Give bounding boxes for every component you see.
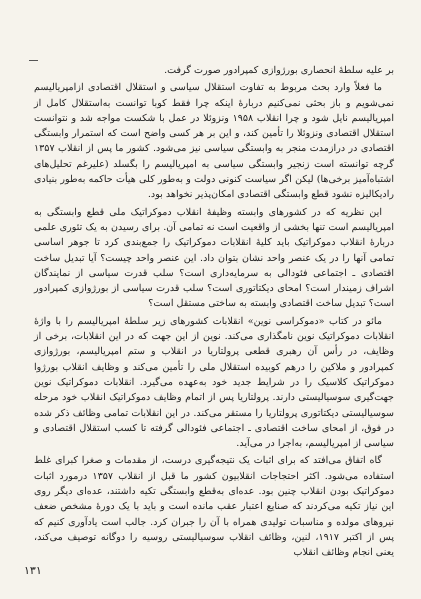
paragraph-5: گاه اتفاق می‌افتد که برای اثبات یک نتیجه‌گیری درست، از مقدمات و صغرا کبرای غلط استفاده می‌شود. اکثر احتجاجات انقلابیون کشور ما قبل از انقلاب ۱۳۵۷ درمورد اثبات دموکراتیک بودن انقلاب چنین بود. عده‌ای به‌قطع وابستگی تکیه داشتند، عده‌ای دیگر روی این نیاز تکیه می‌کردند که صنایع اعتبار عقب مانده است و باید با یک دورهٔ مشخص ضعف نیروهای مولده و مناسبات تولیدی همراه با آن را جبران کرد. جالب است یادآوری کنیم که پس از اکتبر ۱۹۱۷، لنین، وظائف انقلاب سوسیالیستی روسیه را دوگانه توصیف می‌کند، یعنی انجام وظائف انقلاب bbox=[34, 455, 394, 559]
page-number: ۱۳۱ bbox=[24, 564, 42, 577]
paragraph-4: مائو در کتاب «دموکراسی نوین» انقلابات کشورهای زیر سلطهٔ امپریالیسم را با واژهٔ انقلابات دموکراتیک نوین نامگذاری می‌کند. نوین از این جهت که در این انقلابات، برخی از وظایف، در رأس آن رهبری قطعی پرولتاریا در انقلاب و ستم امپریالیسم، بورژوازی کمپرادور و ملاکین را درهم کوبیده استقلال ملی را تأمین می‌کند و وظایف انقلاب بورژوا دموکراتیک کلاسیک را در شرایط جدید خود به‌عهده می‌گیرد. انقلابات دموکراتیک نوین جهت‌گیری سوسیالیستی دارند. پرولتاریا پس از اتمام وظایف دموکراتیک انقلاب خود مرحله سوسیالیستی دیکتاتوری پرولتاریا را مستقر می‌کند. در این انقلابات تمامی وظائف ذکر شده در فوق، از امحای ساخت اقتصادی ـ اجتماعی فئودالی گرفته تا کسب استقلال اقتصادی و سیاسی از امپریالیسم، به‌اجرا در می‌آید. bbox=[34, 315, 394, 450]
paragraph-1: بر علیه سلطهٔ انحصاری بورژوازی کمپرادور صورت گرفت. bbox=[164, 65, 394, 76]
margin-mark bbox=[29, 60, 38, 61]
paragraph-2: ما فعلاً وارد بحث مربوط به تفاوت استقلال سیاسی و استقلال اقتصادی ازامپریالیسم نمی‌شویم و باز بحثی نمی‌کنیم دربارهٔ اینکه چرا فقط کوبا توانست به‌استقلال کامل از امپریالیسم نایل شود و چرا انقلاب ۱۹۵۸ ونزوئلا در عمل با شکست مواجه شد و نتوانست استقلال اقتصادی ونزوئلا را تأمین کند، و این بر هر کسی واضح است که استمرار وابستگی اقتصادی در درازمدت منجر به وابستگی سیاسی نیز می‌شود. کشور ما پس از انقلاب ۱۳۵۷ گرچه توانسته است زنجیر وابستگی سیاسی به امپریالیسم را بگسلد (علیرغم تحلیل‌های اشتباه‌آمیز برخی‌ها) لیکن اگر سیاست کنونی دولت و به‌طور کلی هیأت حاکمه به‌طور بنیادی رادیکالیزه نشود قطع وابستگی اقتصادی امکان‌پذیر نخواهد بود. bbox=[34, 82, 394, 201]
body-text bbox=[34, 63, 394, 561]
paragraph-3: این نظریه که در کشورهای وابسته وظیفهٔ انقلاب دموکراتیک ملی قطع وابستگی به امپریالیسم است تنها بخشی از واقعیت است نه تمامی آن. برای رسیدن به یک تئوری علمی دربارهٔ انقلاب دموکراتیک باید کلیهٔ انقلابات دموکراتیک را جمع‌بندی کرد تا جوهر اساسی تمامی آنها را در یک عنصر واحد نشان بتوان داد. این عنصر واحد چیست؟ آیا تبدیل ساخت اقتصادی ـ اجتماعی فئودالی به سرمایه‌داری است؟ سلب قدرت سیاسی از نمایندگان اشراف زمیندار است؟ امحای دیکتاتوری است؟ سلب قدرت سیاسی از بورژوازی کمپرادور است؟ تبدیل ساخت اقتصادی وابسته به ساختی مستقل است؟ bbox=[34, 206, 394, 310]
